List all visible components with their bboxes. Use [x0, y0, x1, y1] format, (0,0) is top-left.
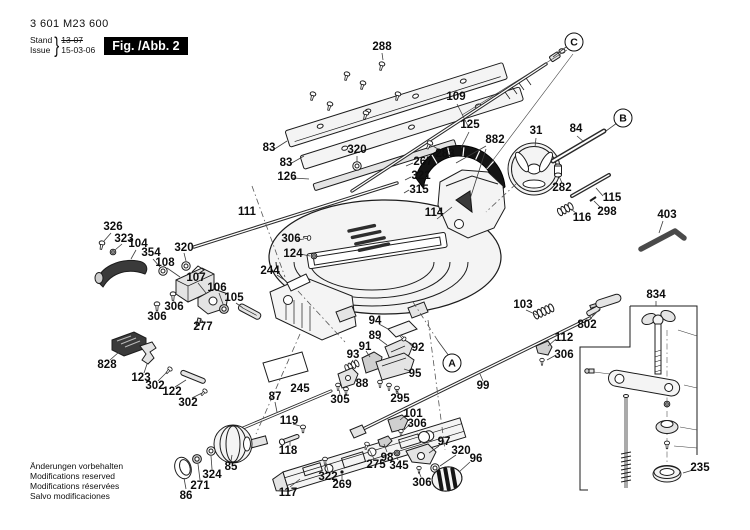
- part-callout-117: 117: [278, 487, 298, 499]
- part-callout-87: 87: [268, 391, 282, 403]
- part-callout-269: 269: [332, 479, 352, 491]
- part-callout-118: 118: [278, 445, 298, 457]
- part-callout-267: 267: [413, 156, 433, 168]
- part-callout-92: 92: [411, 342, 425, 354]
- part-callout-245: 245: [290, 383, 310, 395]
- part-callout-315: 315: [409, 184, 429, 196]
- new-date: 15-03-06: [61, 44, 96, 55]
- part-callout-93: 93: [346, 349, 360, 361]
- part-callout-283: 283: [435, 148, 455, 160]
- part-callout-235: 235: [690, 462, 710, 474]
- part-callout-122: 122: [162, 386, 182, 398]
- part-callout-306: 306: [164, 301, 184, 313]
- part-callout-114: 114: [424, 207, 444, 219]
- part-callout-302: 302: [178, 397, 198, 409]
- part-callout-126: 126: [277, 171, 297, 183]
- notice-line-en: Modifications reserved: [30, 471, 116, 481]
- part-callout-326: 326: [103, 221, 123, 233]
- stand-issue-labels: Stand Issue: [30, 35, 53, 55]
- part-callout-282: 282: [552, 182, 572, 194]
- part-callout-31: 31: [529, 125, 543, 137]
- part-callout-321: 321: [411, 170, 431, 182]
- part-callout-320: 320: [174, 242, 194, 254]
- part-callout-403: 403: [657, 209, 677, 221]
- part-callout-84: 84: [569, 123, 583, 135]
- part-callout-94: 94: [368, 315, 382, 327]
- part-callout-91: 91: [358, 341, 372, 353]
- part-callout-277: 277: [193, 321, 213, 333]
- revision-dates: [61, 36, 95, 55]
- part-callout-828: 828: [97, 359, 117, 371]
- brace-glyph: }: [54, 32, 60, 59]
- part-callout-322: 322: [318, 471, 338, 483]
- notice-line-es: Salvo modificaciones: [30, 491, 110, 501]
- part-callout-244: 244: [260, 265, 280, 277]
- part-callout-83: 83: [279, 157, 293, 169]
- notice-line-fr: Modifications réservées: [30, 481, 120, 491]
- part-callout-298: 298: [597, 206, 617, 218]
- part-callout-98: 98: [380, 452, 394, 464]
- title-block: [30, 18, 188, 59]
- part-callout-109: 109: [446, 91, 466, 103]
- part-callout-83: 83: [262, 142, 276, 154]
- old-date: 13-07: [61, 35, 83, 45]
- part-callout-305: 305: [330, 394, 350, 406]
- ref-letter-C: C: [565, 33, 584, 52]
- part-callout-125: 125: [460, 119, 480, 131]
- part-callout-106: 106: [207, 282, 227, 294]
- part-callout-103: 103: [513, 299, 533, 311]
- part-callout-108: 108: [155, 257, 175, 269]
- part-callout-107: 107: [186, 272, 206, 284]
- part-callout-324: 324: [202, 469, 222, 481]
- part-callout-95: 95: [408, 368, 422, 380]
- part-callout-112: 112: [554, 332, 574, 344]
- ref-letter-A: A: [443, 354, 462, 373]
- part-callout-89: 89: [368, 330, 382, 342]
- part-callout-99: 99: [476, 380, 490, 392]
- part-callout-306: 306: [554, 349, 574, 361]
- part-callout-97: 97: [437, 436, 451, 448]
- part-callout-105: 105: [224, 292, 244, 304]
- part-callout-882: 882: [485, 134, 505, 146]
- part-callout-85: 85: [224, 461, 238, 473]
- ref-letter-B: B: [614, 109, 633, 128]
- part-callout-123: 123: [131, 372, 151, 384]
- type-number: 3 601 M23 600: [30, 18, 109, 30]
- part-callout-295: 295: [390, 393, 410, 405]
- part-callout-116: 116: [572, 212, 592, 224]
- figure-label: Fig. /Abb. 2: [104, 37, 187, 55]
- part-callout-86: 86: [179, 490, 193, 502]
- part-callout-345: 345: [389, 460, 409, 472]
- part-callout-802: 802: [577, 319, 597, 331]
- part-callout-104: 104: [128, 238, 148, 250]
- part-callout-354: 354: [141, 247, 161, 259]
- part-callout-320: 320: [451, 445, 471, 457]
- part-callout-306: 306: [281, 233, 301, 245]
- part-callout-834: 834: [646, 289, 666, 301]
- part-callout-275: 275: [366, 459, 386, 471]
- part-callout-306: 306: [407, 418, 427, 430]
- part-callout-101: 101: [403, 408, 423, 420]
- part-callout-88: 88: [355, 378, 369, 390]
- part-callout-306: 306: [147, 311, 167, 323]
- part-callout-96: 96: [469, 453, 483, 465]
- part-callout-119: 119: [279, 415, 299, 427]
- notice-line-de: Änderungen vorbehalten: [30, 461, 124, 471]
- part-callout-271: 271: [190, 480, 210, 492]
- part-callout-288: 288: [372, 41, 392, 53]
- part-callout-306: 306: [412, 477, 432, 489]
- part-callout-115: 115: [602, 192, 622, 204]
- part-callout-323: 323: [114, 233, 134, 245]
- part-callout-124: 124: [283, 248, 303, 260]
- part-callout-111: 111: [238, 206, 256, 218]
- part-callout-302: 302: [145, 380, 165, 392]
- part-callout-320: 320: [347, 144, 367, 156]
- modifications-notice: [30, 461, 123, 501]
